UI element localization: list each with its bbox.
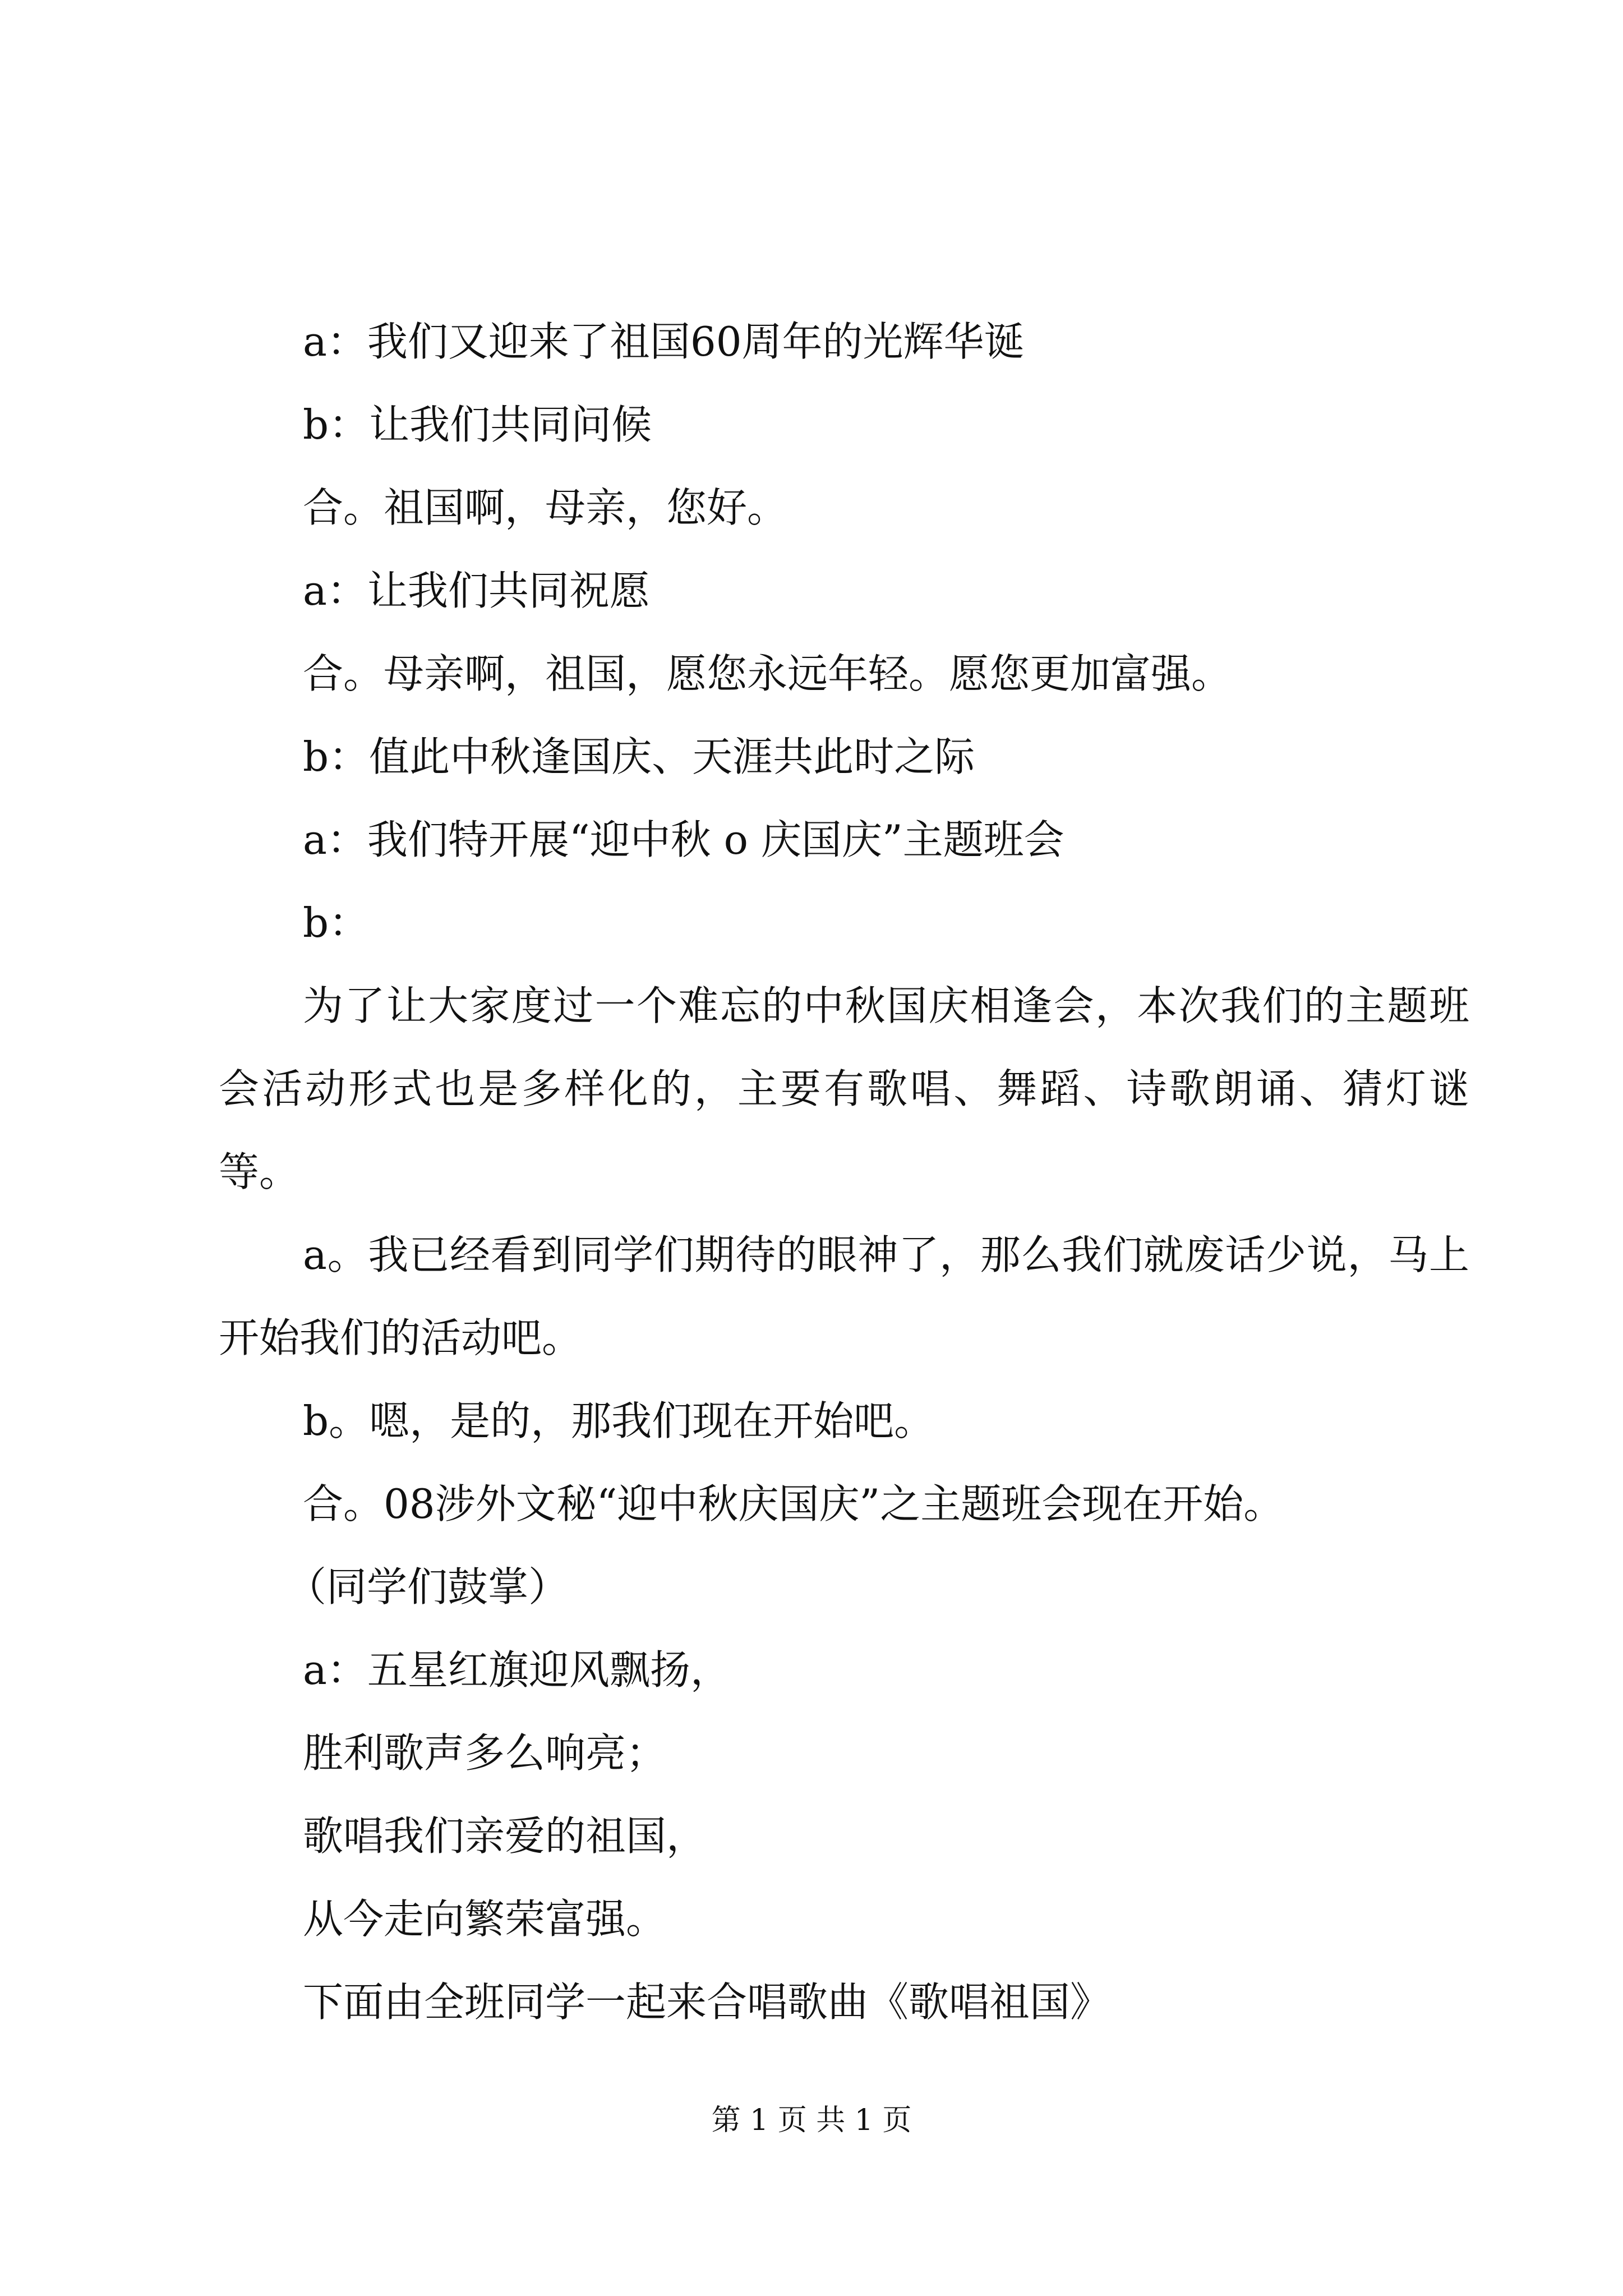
poem-line: a：五星红旗迎风飘扬， — [303, 1646, 731, 1694]
document-body — [219, 300, 1469, 2044]
dialogue-line: a：让我们共同祝愿 — [303, 567, 650, 614]
dialogue-line: a：我们特开展“迎中秋 o 庆国庆”主题班会 — [303, 816, 1064, 863]
dialogue-line: a：我们又迎来了祖国60周年的光辉华诞 — [303, 318, 1025, 365]
poem-line: 从今走向繁荣富强。 — [303, 1895, 667, 1943]
dialogue-line: b：让我们共同问候 — [303, 401, 652, 448]
poem-line: 歌唱我们亲爱的祖国， — [303, 1812, 707, 1860]
dialogue-line: 下面由全班同学一起来合唱歌曲《歌唱祖国》 — [303, 1978, 1111, 2026]
poem-line: 胜利歌声多么响亮； — [303, 1729, 667, 1777]
dialogue-line: b： — [303, 899, 370, 946]
dialogue-line: 合。祖国啊，母亲，您好。 — [303, 484, 788, 531]
dialogue-line: b：值此中秋逢国庆、天涯共此时之际 — [303, 733, 975, 780]
page-footer: 第 1 页 共 1 页 — [711, 2104, 912, 2137]
dialogue-line: 合。08涉外文秘“迎中秋庆国庆”之主题班会现在开始。 — [303, 1480, 1284, 1527]
stage-direction: （同学们鼓掌） — [286, 1563, 569, 1611]
dialogue-line: 合。母亲啊，祖国，愿您永远年轻。愿您更加富强。 — [303, 650, 1232, 697]
body-paragraph: 为了让大家度过一个难忘的中秋国庆相逢会，本次我们的主题班会活动形式也是多样化的，主要有歌唱、舞蹈、诗歌朗诵、猜灯谜等。 — [219, 982, 1469, 1195]
dialogue-line: b。嗯，是的，那我们现在开始吧。 — [303, 1397, 935, 1444]
body-paragraph: a。我已经看到同学们期待的眼神了，那么我们就废话少说，马上开始我们的活动吧。 — [219, 1231, 1469, 1361]
